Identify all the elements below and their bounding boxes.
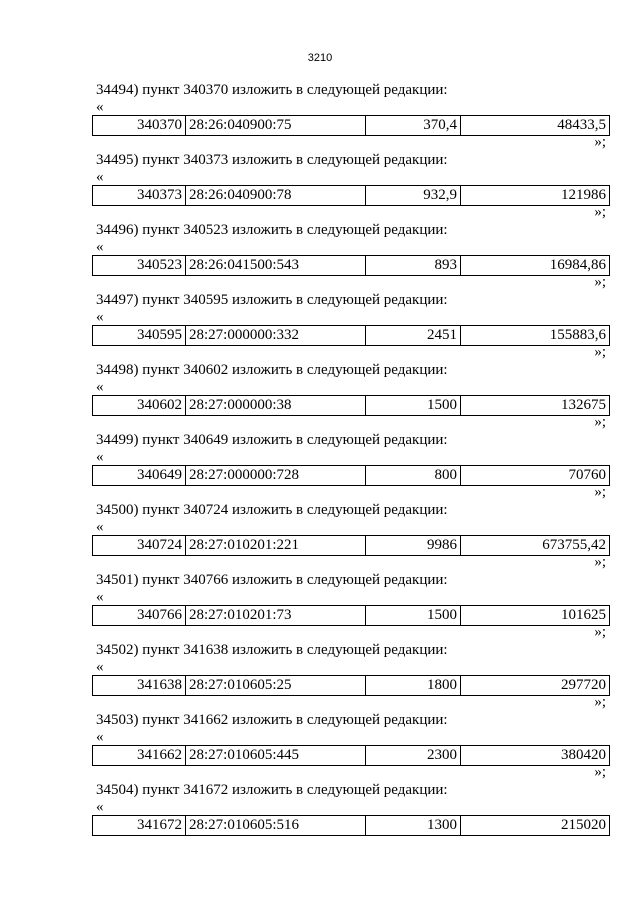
amendment-heading: 34497) пункт 340595 изложить в следующей редакции: [96, 292, 448, 308]
opening-quote: « [96, 729, 104, 745]
amendment-heading: 34498) пункт 340602 изложить в следующей редакции: [96, 362, 448, 378]
table-row [92, 115, 610, 136]
amendment-entry [92, 80, 610, 150]
item-number-cell: 340373 [93, 186, 186, 205]
area-cell: 1500 [366, 396, 461, 415]
page-number: 3210 [307, 52, 333, 64]
value-cell: 121986 [561, 187, 606, 203]
amendment-heading: 34496) пункт 340523 изложить в следующей редакции: [96, 222, 448, 238]
cadastral-number-cell: 28:27:010605:516 [186, 816, 366, 835]
opening-quote: « [96, 519, 104, 535]
amendment-heading: 34495) пункт 340373 изложить в следующей редакции: [96, 152, 448, 168]
item-number-cell: 340595 [93, 326, 186, 345]
amendment-list [92, 80, 610, 850]
amendment-heading: 34503) пункт 341662 изложить в следующей редакции: [96, 712, 448, 728]
table-row [92, 745, 610, 766]
item-number-cell: 341662 [93, 746, 186, 765]
item-number-cell: 340370 [93, 116, 186, 135]
cadastral-number-cell: 28:26:041500:543 [186, 256, 366, 275]
table-row [92, 465, 610, 486]
cadastral-number-cell: 28:27:000000:728 [186, 466, 366, 485]
closing-quote: »; [594, 764, 606, 780]
value-cell: 16984,86 [549, 257, 606, 273]
closing-quote: »; [594, 414, 606, 430]
cadastral-number-cell: 28:27:010605:445 [186, 746, 366, 765]
table-row [92, 675, 610, 696]
amendment-entry [92, 500, 610, 570]
item-number-cell: 340523 [93, 256, 186, 275]
amendment-entry [92, 710, 610, 780]
amendment-heading: 34501) пункт 340766 изложить в следующей редакции: [96, 572, 448, 588]
opening-quote: « [96, 659, 104, 675]
value-cell: 48433,5 [557, 117, 606, 133]
area-cell: 1800 [366, 676, 461, 695]
amendment-entry [92, 150, 610, 220]
area-cell: 1500 [366, 606, 461, 625]
amendment-entry [92, 290, 610, 360]
closing-quote: »; [594, 554, 606, 570]
closing-quote: »; [594, 134, 606, 150]
area-cell: 1300 [366, 816, 461, 835]
opening-quote: « [96, 169, 104, 185]
table-row [92, 255, 610, 276]
cadastral-number-cell: 28:27:000000:332 [186, 326, 366, 345]
item-number-cell: 340649 [93, 466, 186, 485]
item-number-cell: 340602 [93, 396, 186, 415]
opening-quote: « [96, 309, 104, 325]
amendment-entry [92, 360, 610, 430]
cadastral-number-cell: 28:26:040900:78 [186, 186, 366, 205]
area-cell: 893 [366, 256, 461, 275]
table-row [92, 325, 610, 346]
opening-quote: « [96, 99, 104, 115]
value-cell: 380420 [561, 747, 606, 763]
value-cell: 215020 [561, 817, 606, 833]
table-row [92, 395, 610, 416]
area-cell: 2300 [366, 746, 461, 765]
item-number-cell: 340766 [93, 606, 186, 625]
opening-quote: « [96, 379, 104, 395]
value-cell: 155883,6 [549, 327, 606, 343]
closing-quote: »; [594, 204, 606, 220]
amendment-entry [92, 570, 610, 640]
area-cell: 932,9 [366, 186, 461, 205]
opening-quote: « [96, 239, 104, 255]
opening-quote: « [96, 589, 104, 605]
amendment-heading: 34504) пункт 341672 изложить в следующей редакции: [96, 782, 448, 798]
value-cell: 297720 [561, 677, 606, 693]
area-cell: 2451 [366, 326, 461, 345]
item-number-cell: 341638 [93, 676, 186, 695]
area-cell: 9986 [366, 536, 461, 555]
closing-quote: »; [594, 694, 606, 710]
value-cell: 70760 [568, 467, 606, 483]
area-cell: 800 [366, 466, 461, 485]
cadastral-number-cell: 28:27:010201:73 [186, 606, 366, 625]
amendment-heading: 34502) пункт 341638 изложить в следующей редакции: [96, 642, 448, 658]
table-row [92, 815, 610, 836]
area-cell: 370,4 [366, 116, 461, 135]
opening-quote: « [96, 449, 104, 465]
cadastral-number-cell: 28:27:010201:221 [186, 536, 366, 555]
closing-quote: »; [594, 274, 606, 290]
value-cell: 101625 [561, 607, 606, 623]
closing-quote: »; [594, 484, 606, 500]
amendment-entry [92, 430, 610, 500]
closing-quote: »; [594, 624, 606, 640]
cadastral-number-cell: 28:27:000000:38 [186, 396, 366, 415]
table-row [92, 535, 610, 556]
value-cell: 673755,42 [542, 537, 606, 553]
amendment-heading: 34500) пункт 340724 изложить в следующей редакции: [96, 502, 448, 518]
cadastral-number-cell: 28:26:040900:75 [186, 116, 366, 135]
cadastral-number-cell: 28:27:010605:25 [186, 676, 366, 695]
table-row [92, 185, 610, 206]
item-number-cell: 341672 [93, 816, 186, 835]
value-cell: 132675 [561, 397, 606, 413]
item-number-cell: 340724 [93, 536, 186, 555]
closing-quote: »; [594, 344, 606, 360]
opening-quote: « [96, 799, 104, 815]
table-row [92, 605, 610, 626]
amendment-heading: 34499) пункт 340649 изложить в следующей редакции: [96, 432, 448, 448]
amendment-heading: 34494) пункт 340370 изложить в следующей редакции: [96, 82, 448, 98]
amendment-entry [92, 220, 610, 290]
amendment-entry [92, 780, 610, 850]
amendment-entry [92, 640, 610, 710]
